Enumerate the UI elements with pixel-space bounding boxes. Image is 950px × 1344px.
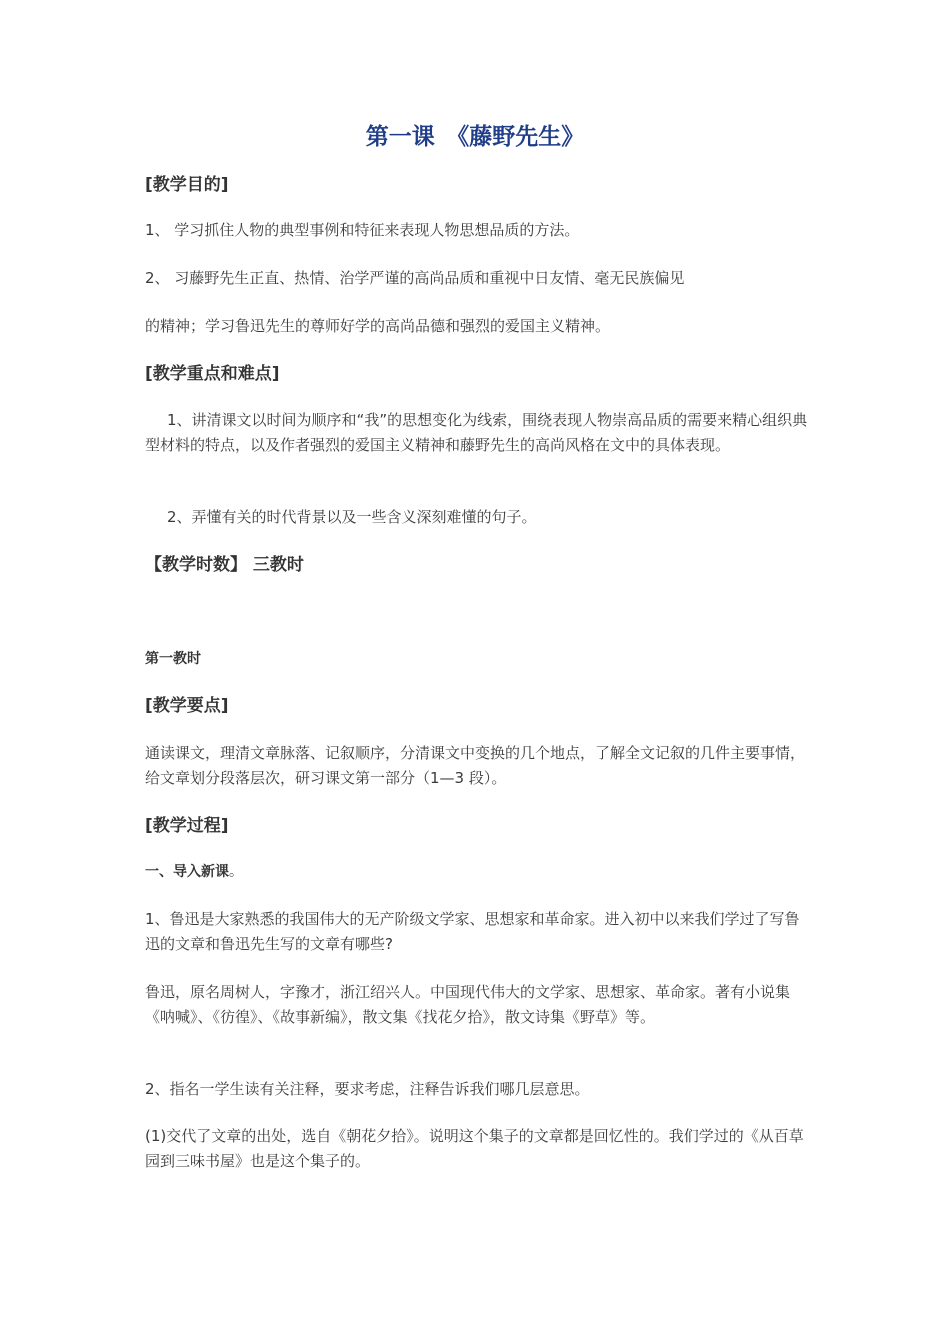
lesson-one-label: 第一教时: [145, 651, 201, 667]
objective-item-1: 1、 学习抓住人物的典型事例和特征来表现人物思想品质的方法。: [145, 221, 580, 239]
points-text: 通读课文，理清文章脉落、记叙顺序，分清课文中变换的几个地点，了解全文记叙的几件主要事情，给文章划分段落层次，研习课文第一部分（1—3 段）。: [145, 744, 806, 787]
hours-heading: 【教学时数】 三教时: [145, 555, 304, 575]
paragraph-3: 2、指名一学生读有关注释，要求考虑，注释告诉我们哪几层意思。: [145, 1080, 590, 1098]
keypoint-item-2: 2、弄懂有关的时代背景以及一些含义深刻难懂的句子。: [167, 508, 537, 526]
paragraph-2: 鲁迅，原名周树人，字豫才，浙江绍兴人。中国现代伟大的文学家、思想家、革命家。著有小说集《呐喊》、《彷徨》、《故事新编》，散文集《找花夕拾》，散文诗集《野草》等。: [145, 983, 791, 1026]
paragraph-1: 1、鲁迅是大家熟悉的我国伟大的无产阶级文学家、思想家和革命家。进入初中以来我们学过了写鲁迅的文章和鲁迅先生写的文章有哪些?: [145, 910, 800, 953]
step-one-bold: 一、导入新课: [145, 864, 229, 880]
page-title: 第一课 《藤野先生》: [365, 124, 585, 150]
objectives-heading: [教学目的]: [145, 175, 229, 195]
keypoint-item-1: 1、讲清课文以时间为顺序和“我”的思想变化为线索，围绕表现人物崇高品质的需要来精心组织典型材料的特点，以及作者强烈的爱国主义精神和藤野先生的高尚风格在文中的具体表现。: [145, 411, 808, 454]
step-one-tail: 。: [229, 864, 243, 880]
paragraph-4: (1)交代了文章的出处，选自《朝花夕拾》。说明这个集子的文章都是回忆性的。我们学过的《从百草园到三味书屋》也是这个集子的。: [145, 1127, 804, 1170]
keypoints-heading: [教学重点和难点]: [145, 364, 280, 384]
objective-item-2-continued: 的精神；学习鲁迅先生的尊师好学的高尚品德和强烈的爱国主义精神。: [145, 317, 611, 335]
points-heading: [教学要点]: [145, 696, 229, 716]
process-heading: [教学过程]: [145, 816, 229, 836]
objective-item-2: 2、 习藤野先生正直、热情、治学严谨的高尚品质和重视中日友情、毫无民族偏见: [145, 269, 685, 287]
step-one-heading: [145, 860, 810, 884]
